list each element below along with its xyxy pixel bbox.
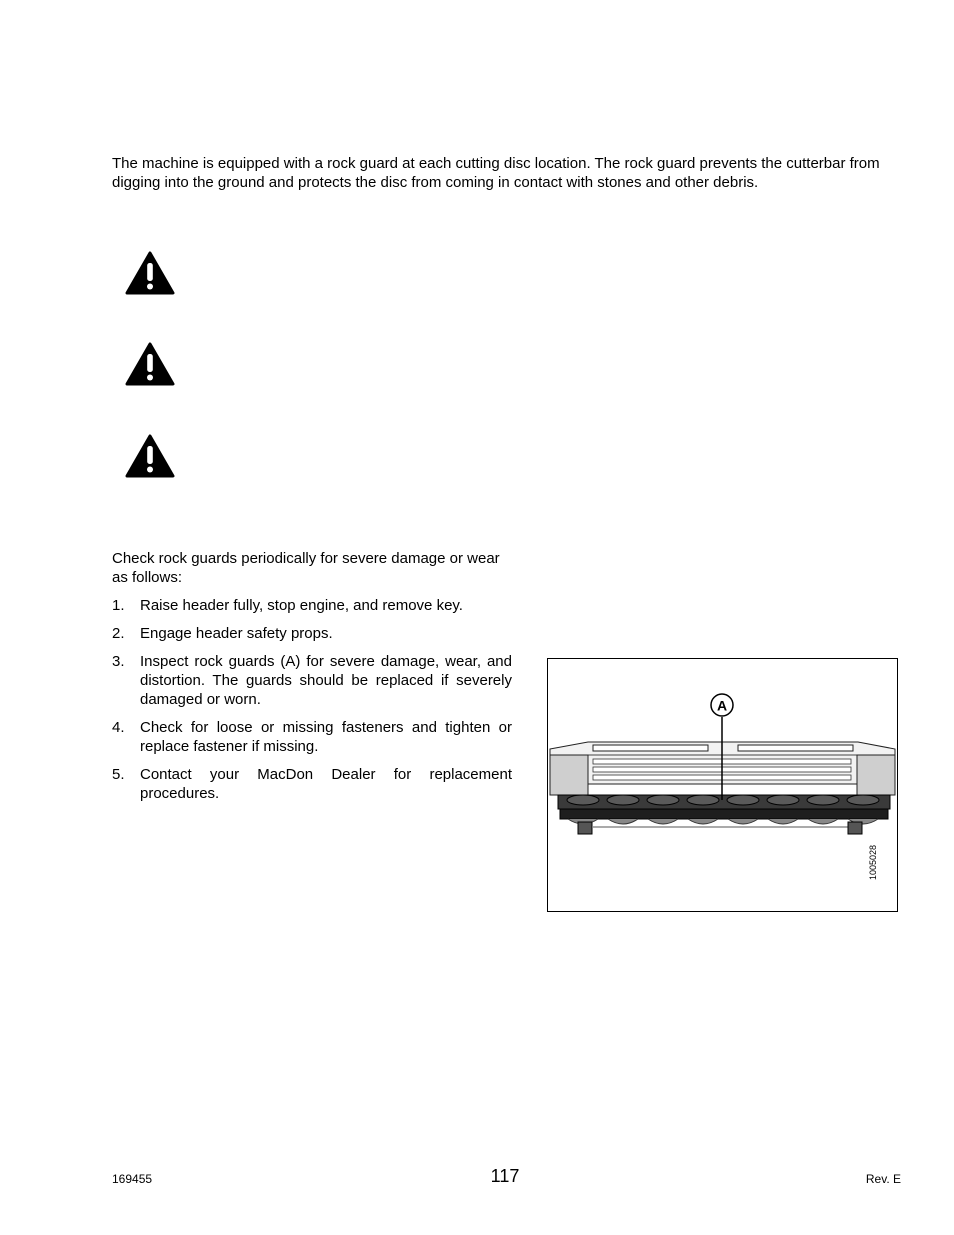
page-number: 117 xyxy=(490,1166,520,1186)
procedure-step xyxy=(112,765,512,803)
step-text: Inspect rock guards (A) for severe damage, wear, and distortion. The guards should be replaced if severely damaged or worn. xyxy=(140,653,512,708)
step-text: Engage header safety props. xyxy=(140,625,333,642)
procedure-step xyxy=(112,596,512,615)
doc-number: 169455 xyxy=(112,1172,153,1186)
procedure-step xyxy=(112,624,512,643)
figure-id: 1005028 xyxy=(868,844,878,880)
step-number: 2. xyxy=(112,625,125,642)
step-number: 4. xyxy=(112,719,125,736)
step-number: 3. xyxy=(112,653,125,670)
procedure-steps xyxy=(112,596,512,812)
procedure-step xyxy=(112,652,512,709)
step-text: Check for loose or missing fasteners and tighten or replace fastener if missing. xyxy=(140,719,512,755)
callout-label: A xyxy=(716,697,728,714)
warning-icon xyxy=(124,250,176,296)
revision: Rev. E xyxy=(865,1172,901,1186)
step-number: 5. xyxy=(112,766,125,783)
step-number: 1. xyxy=(112,597,125,614)
header-cutterbar-illustration xyxy=(548,659,897,911)
procedure-step xyxy=(112,718,512,756)
warning-icon xyxy=(124,341,176,387)
rock-guard-figure xyxy=(547,658,898,912)
step-text: Contact your MacDon Dealer for replacement procedures. xyxy=(140,766,512,802)
intro-paragraph: The machine is equipped with a rock guard at each cutting disc location. The rock guard prevents the cutterbar from digging into the ground and protects the disc from coming in contact with stones and other debris. xyxy=(112,155,880,191)
check-intro-paragraph: Check rock guards periodically for severe damage or wear as follows: xyxy=(112,550,500,586)
step-text: Raise header fully, stop engine, and remove key. xyxy=(140,597,463,614)
warning-icon xyxy=(124,433,176,479)
